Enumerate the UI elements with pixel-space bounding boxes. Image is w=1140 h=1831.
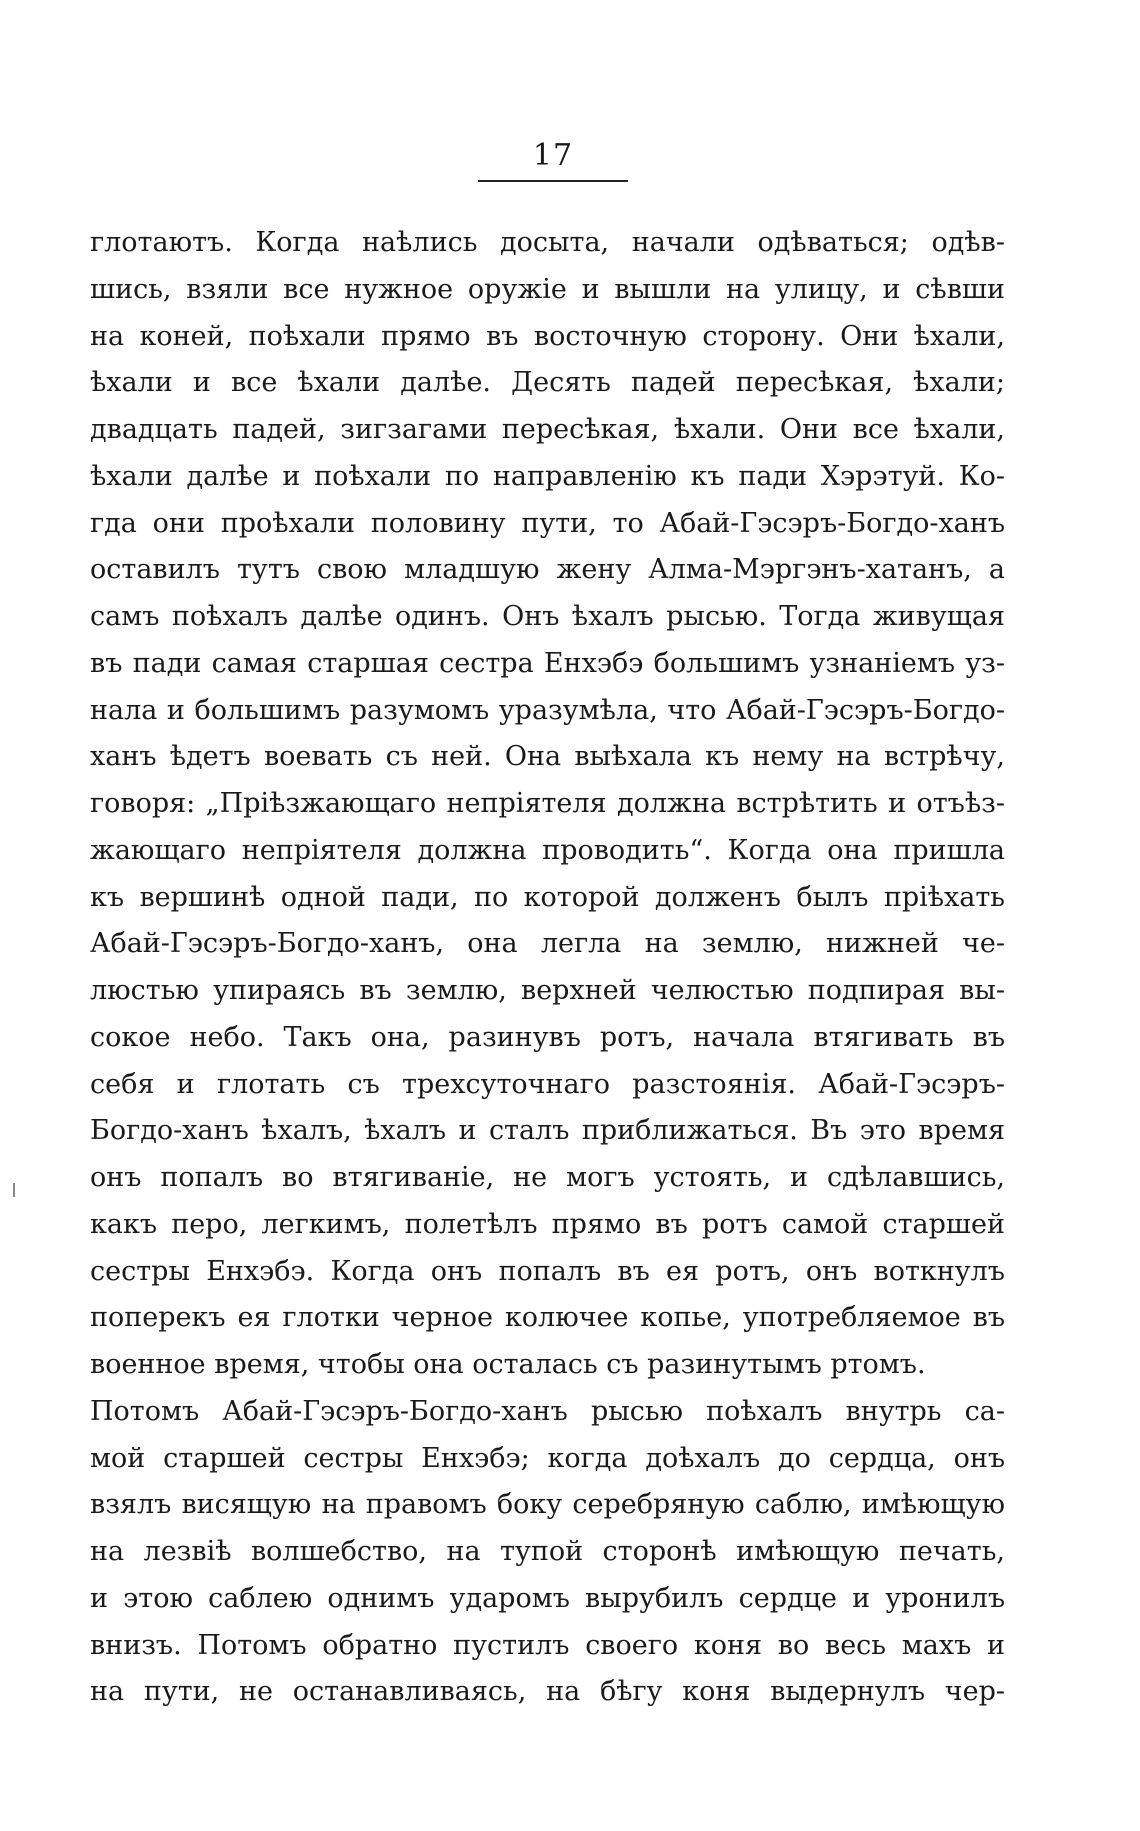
- text-line: военное время, чтобы она осталась съ разинутымъ ртомъ.: [90, 1349, 926, 1380]
- text-line: мой старшей сестры Енхэбэ; когда доѣхалъ до сердца, онъ: [90, 1442, 1005, 1474]
- text-line: себя и глотать съ трехсуточнаго разстоянія. Абай-Гэсэръ-: [90, 1068, 1005, 1100]
- margin-mark: [13, 1183, 15, 1197]
- text-line: и этою саблею однимъ ударомъ вырубилъ сердце и уронилъ: [90, 1582, 1005, 1614]
- text-line: оставилъ тутъ свою младшую жену Алма-Мэргэнъ-хатанъ, а: [90, 554, 1005, 586]
- text-line: поперекъ ея глотки черное колючее копье, употребляемое въ: [90, 1302, 1005, 1334]
- text-line: онъ попалъ во втягиваніе, не могъ устоять, и сдѣлавшись,: [90, 1162, 1005, 1193]
- page-number-rule: [478, 180, 628, 182]
- text-line: взялъ висящую на правомъ боку серебряную саблю, имѣющую: [90, 1489, 1005, 1521]
- text-line: ѣхали и все ѣхали далѣе. Десять падей пересѣкая, ѣхали;: [90, 367, 1005, 399]
- text-line: жающаго непріятеля должна проводить“. Когда она пришла: [90, 834, 1005, 866]
- text-line: на пути, не останавливаясь, на бѣгу коня выдернулъ чер-: [90, 1676, 1005, 1708]
- text-line: нала и большимъ разумомъ уразумѣла, что Абай-Гэсэръ-Богдо-: [90, 694, 1005, 726]
- text-line: въ пади самая старшая сестра Енхэбэ большимъ узнаніемъ уз-: [90, 647, 1005, 679]
- body-text: [90, 220, 1005, 1716]
- text-line: шись, взяли все нужное оружіе и вышли на улицу, и сѣвши: [90, 273, 1005, 305]
- text-line: къ вершинѣ одной пади, по которой долженъ былъ пріѣхать: [90, 881, 1005, 913]
- text-line: какъ перо, легкимъ, полетѣлъ прямо въ ротъ самой старшей: [90, 1208, 1005, 1240]
- text-line: Потомъ Абай-Гэсэръ-Богдо-ханъ рысью поѣхалъ внутрь са-: [90, 1395, 1005, 1427]
- text-line: Богдо-ханъ ѣхалъ, ѣхалъ и сталъ приближаться. Въ это время: [90, 1115, 1005, 1147]
- text-line: люстью упираясь въ землю, верхней челюстью подпирая вы-: [90, 975, 1005, 1006]
- text-line: сестры Енхэбэ. Когда онъ попалъ въ ея ротъ, онъ воткнулъ: [90, 1255, 1005, 1287]
- text-line: на коней, поѣхали прямо въ восточную сторону. Они ѣхали,: [90, 320, 1005, 352]
- text-line: на лезвіѣ волшебство, на тупой сторонѣ имѣющую печать,: [90, 1536, 1005, 1567]
- text-line: гда они проѣхали половину пути, то Абай-Гэсэръ-Богдо-ханъ: [90, 507, 1005, 539]
- text-line: сокое небо. Такъ она, разинувъ ротъ, начала втягивать въ: [90, 1021, 1005, 1053]
- text-line: Абай-Гэсэръ-Богдо-ханъ, она легла на землю, нижней че-: [90, 928, 1005, 960]
- text-line: говоря: „Пріѣзжающаго непріятеля должна встрѣтить и отъѣз-: [90, 788, 1005, 819]
- text-line: ханъ ѣдетъ воевать съ ней. Она выѣхала къ нему на встрѣчу,: [90, 741, 1005, 773]
- text-line: внизъ. Потомъ обратно пустилъ своего коня во весь махъ и: [90, 1629, 1005, 1661]
- text-line: ѣхали далѣе и поѣхали по направленію къ пади Хэрэтуй. Ко-: [90, 460, 1005, 492]
- text-line: глотаютъ. Когда наѣлись досыта, начали одѣваться; одѣв-: [90, 227, 1005, 258]
- text-line: двадцать падей, зигзагами пересѣкая, ѣхали. Они все ѣхали,: [90, 414, 1005, 445]
- text-line: самъ поѣхалъ далѣе одинъ. Онъ ѣхалъ рысью. Тогда живущая: [90, 601, 1005, 632]
- page-number: 17: [532, 138, 574, 173]
